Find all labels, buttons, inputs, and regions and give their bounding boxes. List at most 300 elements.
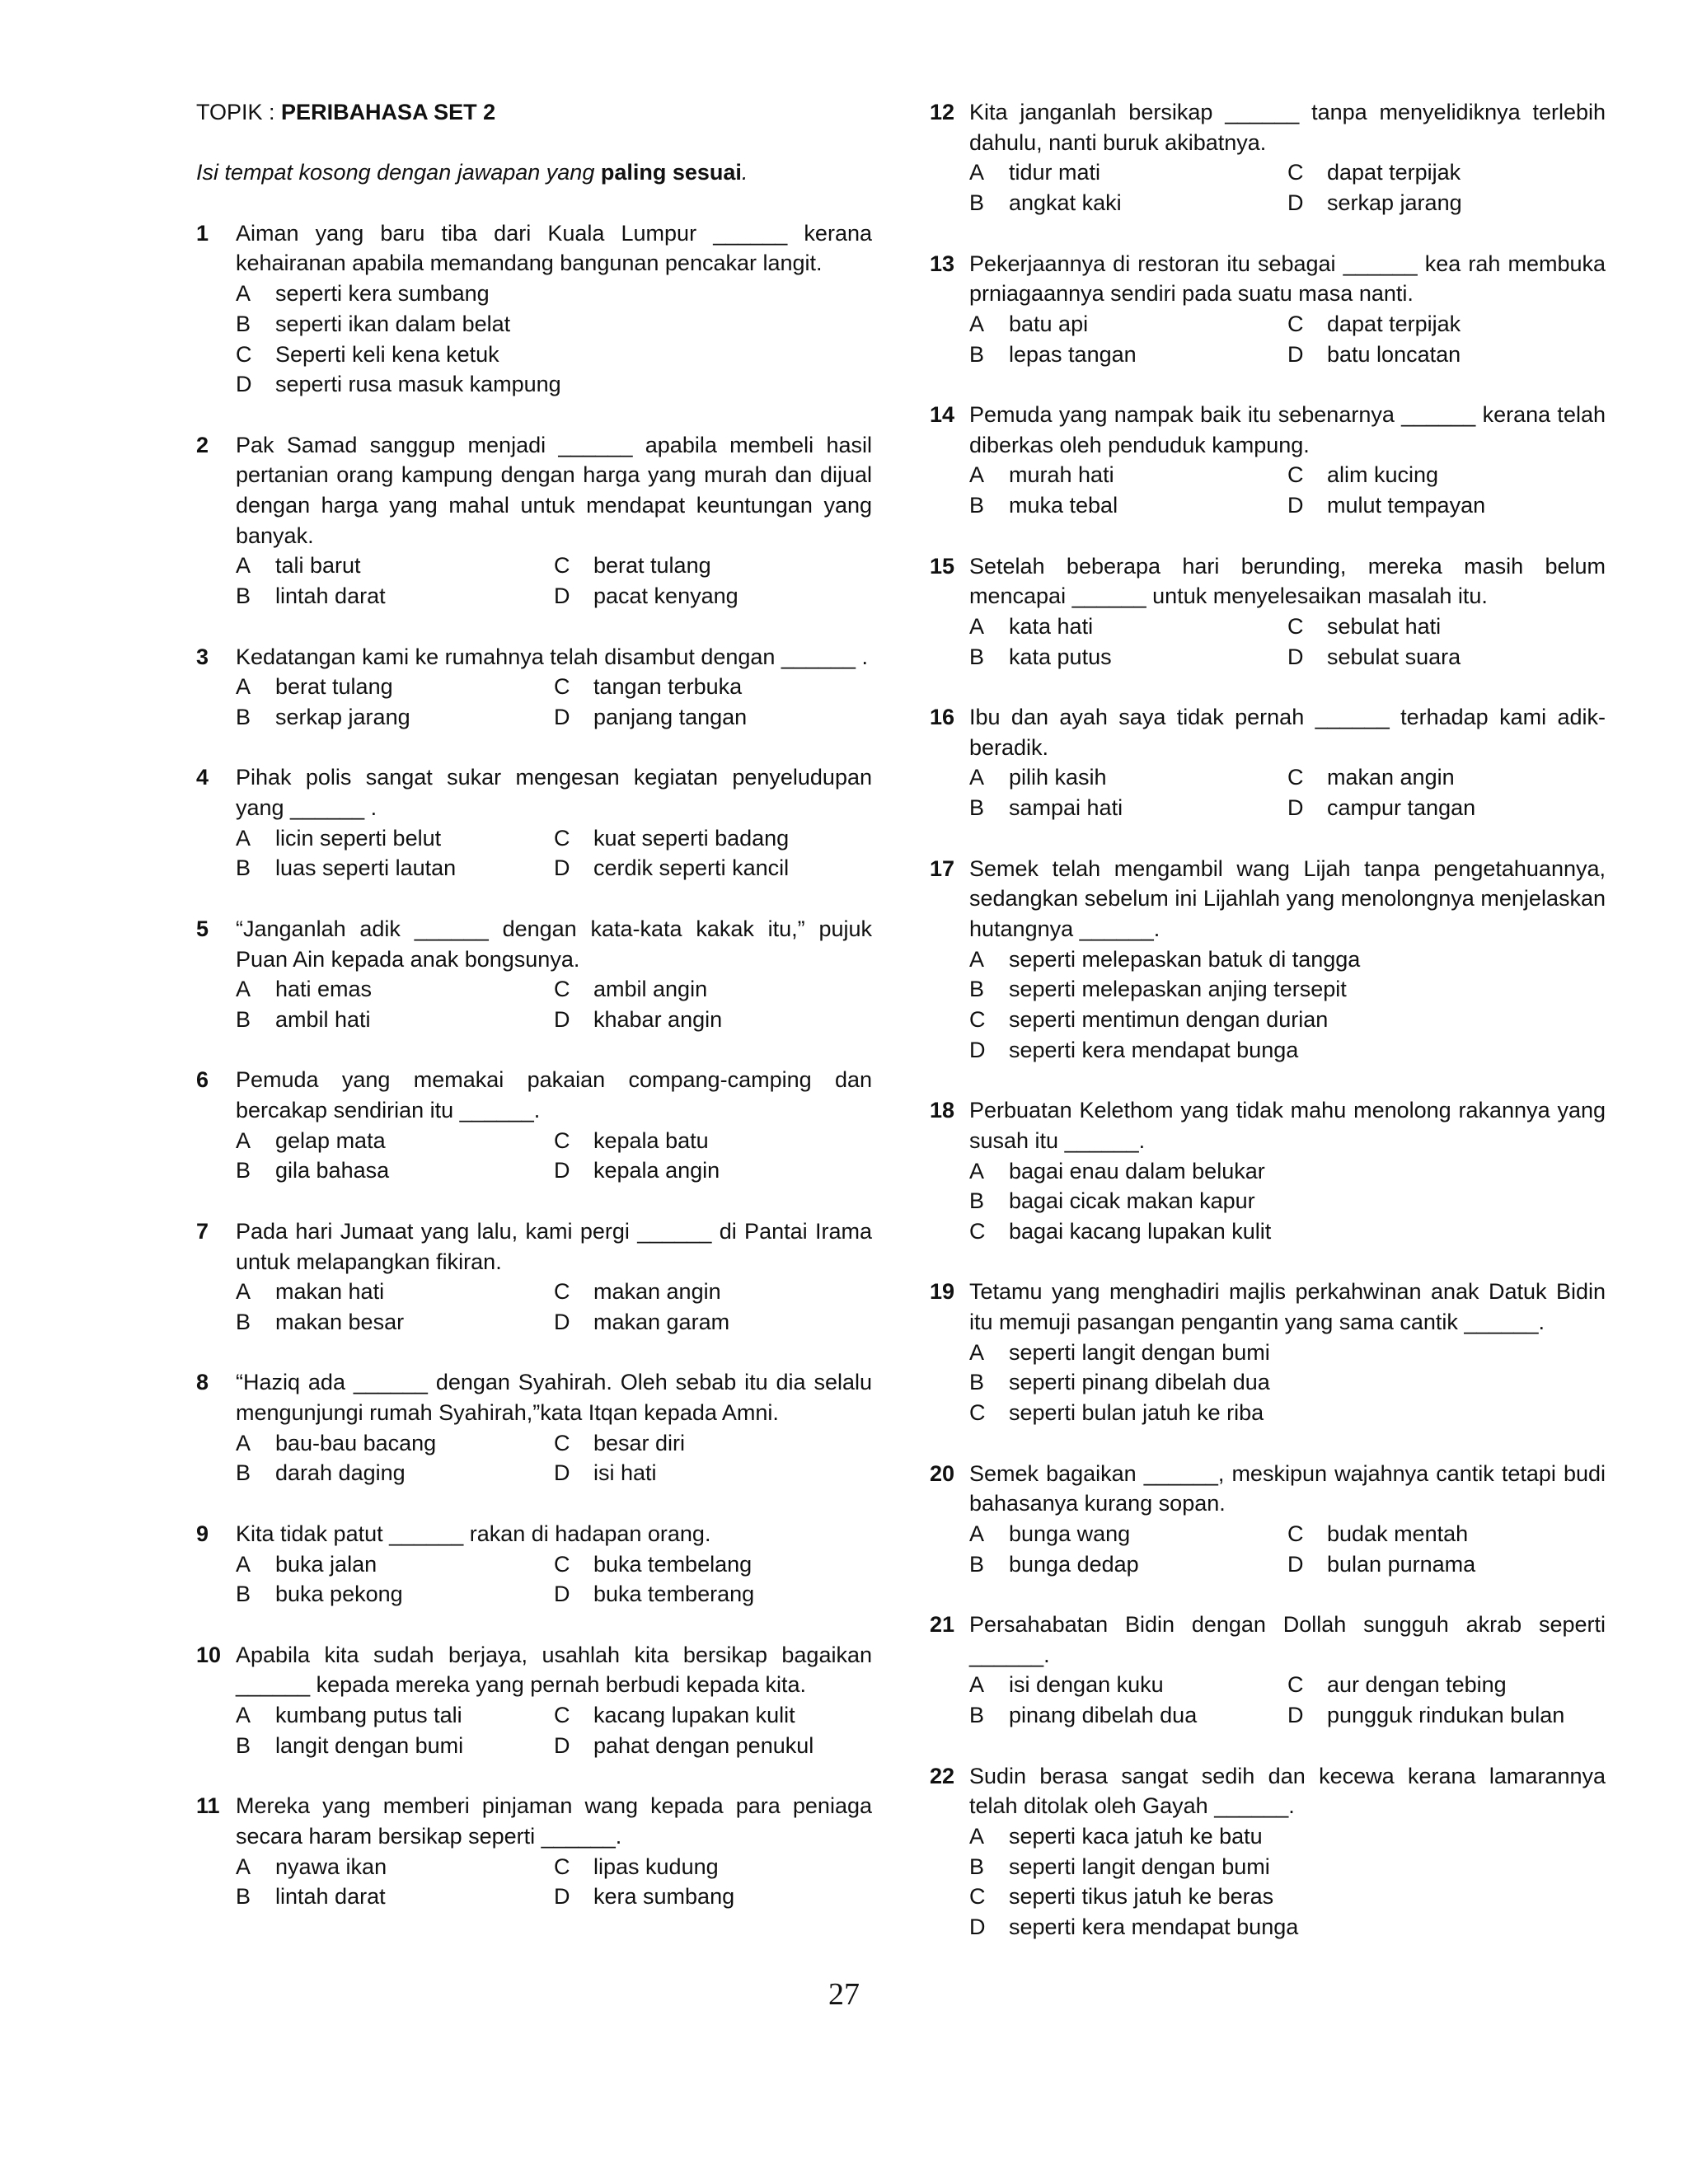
option-letter: A	[236, 825, 251, 851]
option-text: nyawa ikan	[275, 1854, 387, 1879]
question-number: 18	[930, 1098, 955, 1123]
question-number: 22	[930, 1763, 955, 1788]
answer-options	[236, 1126, 872, 1186]
option-letter: C	[1287, 160, 1304, 185]
question-text: Aiman yang baru tiba dari Kuala Lumpur ______ kerana kehairanan apabila memandang bangunan pencakar langit.	[236, 220, 872, 276]
option-text: pinang dibelah dua	[1009, 1703, 1198, 1728]
option-b	[969, 793, 1287, 823]
question-stem	[930, 1761, 1606, 1821]
option-text: cerdik seperti kancil	[593, 855, 790, 881]
option-c	[554, 823, 872, 854]
option-letter: B	[969, 1188, 985, 1214]
option-text: luas seperti lautan	[275, 855, 457, 881]
option-letter: A	[969, 613, 985, 639]
option-a	[236, 1852, 554, 1882]
answer-options	[236, 279, 872, 400]
option-text: pungguk rindukan bulan	[1327, 1703, 1565, 1728]
option-text: ambil hati	[275, 1006, 371, 1032]
option-letter: B	[236, 1884, 251, 1910]
option-a	[236, 1277, 554, 1307]
option-b	[236, 1155, 554, 1186]
option-text: seperti rusa masuk kampung	[275, 372, 561, 397]
option-text: lepas tangan	[1009, 341, 1137, 367]
option-b	[969, 1367, 1606, 1398]
option-letter: A	[969, 311, 985, 336]
option-letter: A	[969, 1521, 985, 1546]
answer-options	[969, 1821, 1606, 1943]
option-a	[969, 157, 1287, 188]
option-letter: C	[554, 1430, 570, 1455]
option-d	[236, 369, 872, 400]
option-letter: C	[1287, 613, 1304, 639]
option-b	[969, 642, 1287, 673]
question-number: 10	[196, 1642, 222, 1667]
option-b	[969, 1852, 1606, 1882]
option-text: tali barut	[275, 553, 361, 579]
question-number: 1	[196, 220, 209, 246]
option-letter: C	[969, 1400, 986, 1426]
question-text: Tetamu yang menghadiri majlis perkahwinan anak Datuk Bidin itu memuji pasangan pengantin yang sama cantik ______.	[969, 1279, 1606, 1335]
option-text: kepala batu	[593, 1127, 709, 1153]
option-text: kacang lupakan kulit	[593, 1703, 795, 1728]
option-c	[554, 1428, 872, 1459]
option-c	[1287, 309, 1606, 340]
option-letter: C	[1287, 765, 1304, 790]
option-text: licin seperti belut	[275, 825, 442, 851]
option-b	[236, 1005, 554, 1035]
option-letter: D	[554, 1309, 570, 1334]
option-c	[969, 1882, 1606, 1912]
option-letter: D	[554, 1158, 570, 1183]
option-letter: A	[969, 946, 985, 972]
question-number: 8	[196, 1370, 209, 1395]
option-letter: B	[236, 1309, 251, 1334]
option-d	[554, 1458, 872, 1488]
right-column	[930, 97, 1606, 1972]
answer-options	[236, 551, 872, 611]
question-16	[930, 702, 1606, 823]
topic-heading	[196, 97, 872, 128]
option-b	[236, 702, 554, 733]
option-letter: A	[236, 1430, 251, 1455]
option-letter: D	[1287, 795, 1304, 821]
question-stem	[196, 1791, 872, 1851]
option-text: gelap mata	[275, 1127, 386, 1153]
option-text: buka temberang	[593, 1582, 755, 1607]
option-text: bunga wang	[1009, 1521, 1131, 1546]
option-text: bagai cicak makan kapur	[1009, 1188, 1255, 1214]
option-d	[1287, 793, 1606, 823]
option-text: besar diri	[593, 1430, 686, 1455]
option-c	[969, 1005, 1606, 1035]
option-a	[969, 309, 1287, 340]
option-c	[554, 1700, 872, 1731]
option-text: seperti langit dengan bumi	[1009, 1339, 1270, 1365]
option-d	[554, 1579, 872, 1610]
answer-options	[969, 1670, 1606, 1730]
question-8	[196, 1367, 872, 1488]
question-number: 14	[930, 402, 955, 427]
option-letter: B	[969, 977, 985, 1002]
answer-options	[969, 1338, 1606, 1428]
option-d	[1287, 642, 1606, 673]
answer-options	[236, 672, 872, 732]
option-text: bau-bau bacang	[275, 1430, 437, 1455]
option-a	[969, 1156, 1606, 1187]
option-letter: B	[969, 795, 985, 821]
option-letter: B	[236, 855, 251, 881]
question-text: “Haziq ada ______ dengan Syahirah. Oleh sebab itu dia selalu mengunjungi rumah Syahirah,”kata Itqan kepada Amni.	[236, 1370, 872, 1426]
question-stem	[930, 400, 1606, 460]
option-text: langit dengan bumi	[275, 1732, 464, 1758]
option-letter: D	[554, 1732, 570, 1758]
option-letter: C	[969, 1007, 986, 1033]
option-text: Seperti keli kena ketuk	[275, 341, 499, 367]
option-letter: A	[969, 1158, 985, 1183]
option-letter: D	[1287, 493, 1304, 518]
option-text: makan angin	[593, 1279, 721, 1305]
option-c	[1287, 762, 1606, 793]
option-letter: D	[554, 583, 570, 609]
option-letter: C	[554, 1127, 570, 1153]
option-c	[554, 672, 872, 702]
question-4	[196, 762, 872, 883]
option-text: seperti kera sumbang	[275, 281, 490, 307]
option-letter: D	[1287, 1551, 1304, 1577]
option-b	[236, 1307, 554, 1338]
option-text: berat tulang	[275, 674, 393, 700]
option-a	[236, 551, 554, 581]
answer-options	[969, 309, 1606, 369]
option-text: panjang tangan	[593, 704, 748, 729]
option-letter: B	[236, 704, 251, 729]
question-10	[196, 1640, 872, 1761]
question-text: Setelah beberapa hari berunding, mereka masih belum mencapai ______ untuk menyelesaikan masalah itu.	[969, 553, 1606, 609]
instruction: Isi tempat kosong dengan jawapan yang paling sesuai.	[196, 160, 748, 185]
option-letter: C	[554, 553, 570, 579]
question-stem	[930, 1459, 1606, 1519]
option-text: seperti kera mendapat bunga	[1009, 1037, 1299, 1062]
option-a	[969, 944, 1606, 975]
question-text: Semek telah mengambil wang Lijah tanpa pengetahuannya, sedangkan sebelum ini Lijahlah yang menolongnya menjelaskan hutangnya ______.	[969, 855, 1606, 941]
option-letter: C	[554, 1703, 570, 1728]
question-text: Pada hari Jumaat yang lalu, kami pergi ______ di Pantai Irama untuk melapangkan fikiran.	[236, 1218, 872, 1274]
question-stem	[196, 1519, 872, 1549]
option-text: tangan terbuka	[593, 674, 743, 700]
option-letter: B	[969, 1551, 985, 1577]
option-letter: B	[236, 1006, 251, 1032]
option-d	[554, 1307, 872, 1338]
option-text: lintah darat	[275, 583, 386, 609]
option-a	[236, 1549, 554, 1580]
option-b	[236, 1458, 554, 1488]
option-letter: B	[969, 644, 985, 669]
option-text: buka jalan	[275, 1551, 377, 1577]
option-a	[969, 1821, 1606, 1852]
question-9	[196, 1519, 872, 1610]
question-stem	[930, 97, 1606, 157]
question-17	[930, 854, 1606, 1066]
option-b	[969, 188, 1287, 218]
option-c	[1287, 460, 1606, 490]
question-stem	[196, 642, 872, 673]
option-letter: B	[969, 341, 985, 367]
question-18	[930, 1095, 1606, 1247]
option-letter: B	[236, 1732, 251, 1758]
question-text: Kita tidak patut ______ rakan di hadapan orang.	[236, 1521, 711, 1546]
option-text: seperti tikus jatuh ke beras	[1009, 1884, 1274, 1910]
question-21	[930, 1610, 1606, 1731]
option-d	[1287, 188, 1606, 218]
question-text: Pekerjaannya di restoran itu sebagai ______ kea rah membuka prniagaannya sendiri pada suatu masa nanti.	[969, 251, 1606, 307]
option-text: sampai hati	[1009, 795, 1123, 821]
option-b	[969, 340, 1287, 370]
question-number: 20	[930, 1460, 955, 1486]
option-text: serkap jarang	[275, 704, 410, 729]
option-letter: A	[969, 765, 985, 790]
question-number: 5	[196, 916, 209, 941]
question-number: 9	[196, 1521, 209, 1546]
option-c	[969, 1216, 1606, 1247]
option-text: seperti pinang dibelah dua	[1009, 1370, 1270, 1395]
option-text: berat tulang	[593, 553, 711, 579]
option-c	[969, 1398, 1606, 1428]
question-7	[196, 1216, 872, 1338]
option-text: isi hati	[593, 1460, 657, 1486]
topic-prefix: TOPIK :	[196, 100, 275, 124]
option-text: sebulat hati	[1327, 613, 1442, 639]
question-13	[930, 249, 1606, 370]
option-text: bunga dedap	[1009, 1551, 1139, 1577]
question-5	[196, 914, 872, 1035]
option-a	[969, 1338, 1606, 1368]
page-number: 27	[828, 1977, 860, 2012]
option-letter: B	[969, 190, 985, 216]
option-text: kata hati	[1009, 613, 1094, 639]
question-number: 17	[930, 855, 955, 881]
option-text: seperti ikan dalam belat	[275, 311, 511, 336]
option-d	[1287, 490, 1606, 521]
option-text: pacat kenyang	[593, 583, 738, 609]
option-letter: D	[1287, 341, 1304, 367]
option-c	[554, 1126, 872, 1156]
option-letter: A	[969, 1672, 985, 1698]
option-letter: C	[554, 1279, 570, 1305]
answer-options	[969, 762, 1606, 823]
option-letter: D	[554, 1006, 570, 1032]
question-stem	[196, 1640, 872, 1700]
option-letter: C	[1287, 1672, 1304, 1698]
option-text: batu api	[1009, 311, 1089, 336]
option-text: ambil angin	[593, 977, 708, 1002]
option-a	[236, 672, 554, 702]
option-text: buka tembelang	[593, 1551, 753, 1577]
option-letter: A	[236, 1703, 251, 1728]
option-b	[969, 1700, 1287, 1731]
option-text: makan angin	[1327, 765, 1455, 790]
option-a	[236, 823, 554, 854]
option-text: pilih kasih	[1009, 765, 1107, 790]
option-text: seperti bulan jatuh ke riba	[1009, 1400, 1264, 1426]
option-letter: B	[236, 311, 251, 336]
option-text: makan garam	[593, 1309, 730, 1334]
option-text: darah daging	[275, 1460, 406, 1486]
option-text: seperti kaca jatuh ke batu	[1009, 1823, 1263, 1849]
option-b	[236, 581, 554, 612]
question-14	[930, 400, 1606, 521]
answer-options	[969, 612, 1606, 672]
option-text: seperti mentimun dengan durian	[1009, 1007, 1329, 1033]
option-d	[554, 853, 872, 883]
option-letter: D	[554, 1460, 570, 1486]
option-letter: B	[969, 1854, 985, 1879]
question-text: Sudin berasa sangat sedih dan kecewa kerana lamarannya telah ditolak oleh Gayah ______.	[969, 1763, 1606, 1819]
option-text: tidur mati	[1009, 160, 1101, 185]
question-6	[196, 1065, 872, 1186]
question-stem	[196, 218, 872, 279]
left-column	[196, 97, 872, 1943]
option-text: pahat dengan penukul	[593, 1732, 814, 1758]
question-text: Pemuda yang nampak baik itu sebenarnya ______ kerana telah diberkas oleh penduduk kampung.	[969, 402, 1606, 457]
option-letter: A	[236, 281, 251, 307]
answer-options	[236, 974, 872, 1034]
option-letter: A	[969, 160, 985, 185]
question-text: Semek bagaikan ______, meskipun wajahnya cantik tetapi budi bahasanya kurang sopan.	[969, 1460, 1606, 1516]
option-letter: D	[1287, 1703, 1304, 1728]
option-d	[554, 581, 872, 612]
option-text: kepala angin	[593, 1158, 720, 1183]
question-3	[196, 642, 872, 733]
option-d	[1287, 1549, 1606, 1580]
question-text: Pihak polis sangat sukar mengesan kegiatan penyeludupan yang ______ .	[236, 765, 872, 821]
question-stem	[196, 762, 872, 823]
option-c	[554, 551, 872, 581]
option-text: kuat seperti badang	[593, 825, 790, 851]
option-c	[1287, 612, 1606, 642]
option-letter: A	[969, 1823, 985, 1849]
question-text: Persahabatan Bidin dengan Dollah sungguh akrab seperti ______.	[969, 1612, 1606, 1667]
option-text: gila bahasa	[275, 1158, 390, 1183]
question-number: 19	[930, 1279, 955, 1305]
question-text: Pemuda yang memakai pakaian compang-camping dan bercakap sendirian itu ______.	[236, 1067, 872, 1123]
option-b	[969, 1186, 1606, 1216]
option-d	[554, 1731, 872, 1761]
answer-options	[236, 1277, 872, 1337]
question-stem	[930, 1277, 1606, 1337]
question-stem	[196, 914, 872, 974]
option-text: seperti melepaskan anjing tersepit	[1009, 977, 1347, 1002]
option-letter: C	[969, 1218, 986, 1244]
question-text: Kedatangan kami ke rumahnya telah disambut dengan ______ .	[236, 644, 869, 669]
question-stem	[196, 430, 872, 551]
option-text: seperti kera mendapat bunga	[1009, 1915, 1299, 1940]
option-letter: C	[1287, 462, 1304, 488]
option-text: buka pekong	[275, 1582, 403, 1607]
answer-options	[969, 460, 1606, 520]
option-text: dapat terpijak	[1327, 311, 1461, 336]
question-text: Kita janganlah bersikap ______ tanpa menyelidiknya terlebih dahulu, nanti buruk akibatnya.	[969, 100, 1606, 155]
option-text: kumbang putus tali	[275, 1703, 462, 1728]
option-d	[554, 1005, 872, 1035]
option-letter: D	[554, 1582, 570, 1607]
answer-options	[236, 1700, 872, 1760]
option-d	[1287, 1700, 1606, 1731]
option-letter: B	[969, 493, 985, 518]
option-text: khabar angin	[593, 1006, 723, 1032]
instruction-text: Isi tempat kosong dengan jawapan yang	[196, 160, 595, 185]
answer-options	[236, 1428, 872, 1488]
option-letter: D	[554, 704, 570, 729]
option-letter: C	[1287, 311, 1304, 336]
option-d	[554, 1155, 872, 1186]
option-text: dapat terpijak	[1327, 160, 1461, 185]
option-letter: D	[1287, 644, 1304, 669]
option-c	[554, 1852, 872, 1882]
answer-options	[969, 1156, 1606, 1247]
instruction-emphasis: paling sesuai	[600, 160, 742, 185]
option-letter: C	[969, 1884, 986, 1910]
option-letter: C	[1287, 1521, 1304, 1546]
option-letter: D	[554, 1884, 570, 1910]
option-text: makan besar	[275, 1309, 405, 1334]
option-text: hati emas	[275, 977, 373, 1002]
option-text: lipas kudung	[593, 1854, 719, 1879]
option-letter: A	[969, 1339, 985, 1365]
option-letter: B	[969, 1703, 985, 1728]
option-b	[236, 853, 554, 883]
option-letter: B	[236, 1158, 251, 1183]
option-a	[969, 1519, 1287, 1549]
option-a	[969, 762, 1287, 793]
answer-options	[236, 1549, 872, 1610]
option-text: batu loncatan	[1327, 341, 1461, 367]
question-2	[196, 430, 872, 612]
question-20	[930, 1459, 1606, 1580]
option-text: bagai kacang lupakan kulit	[1009, 1218, 1272, 1244]
option-b	[236, 309, 872, 340]
question-stem	[930, 249, 1606, 309]
option-d	[1287, 340, 1606, 370]
option-b	[969, 490, 1287, 521]
option-b	[969, 974, 1606, 1005]
option-a	[969, 612, 1287, 642]
question-stem	[930, 1095, 1606, 1155]
question-stem	[930, 702, 1606, 762]
answer-options	[969, 1519, 1606, 1579]
option-d	[554, 702, 872, 733]
option-letter: D	[1287, 190, 1304, 216]
question-number: 2	[196, 432, 209, 457]
option-d	[969, 1035, 1606, 1066]
question-text: Perbuatan Kelethom yang tidak mahu menolong rakannya yang susah itu ______.	[969, 1098, 1606, 1153]
option-text: mulut tempayan	[1327, 493, 1486, 518]
question-number: 3	[196, 644, 209, 669]
question-text: “Janganlah adik ______ dengan kata-kata kakak itu,” pujuk Puan Ain kepada anak bongsunya.	[236, 916, 872, 972]
option-letter: A	[236, 1279, 251, 1305]
option-a	[236, 1700, 554, 1731]
question-number: 21	[930, 1612, 955, 1638]
option-letter: C	[554, 1551, 570, 1577]
option-text: isi dengan kuku	[1009, 1672, 1164, 1698]
option-text: sebulat suara	[1327, 644, 1461, 669]
question-11	[196, 1791, 872, 1912]
option-c	[554, 1277, 872, 1307]
option-text: seperti langit dengan bumi	[1009, 1854, 1270, 1879]
question-number: 15	[930, 553, 955, 579]
question-1	[196, 218, 872, 400]
question-text: Pak Samad sanggup menjadi ______ apabila membeli hasil pertanian orang kampung dengan harga yang murah dan dijual dengan harga yang mahal untuk mendapat keuntungan yang banyak.	[236, 432, 872, 548]
question-stem	[196, 1065, 872, 1125]
